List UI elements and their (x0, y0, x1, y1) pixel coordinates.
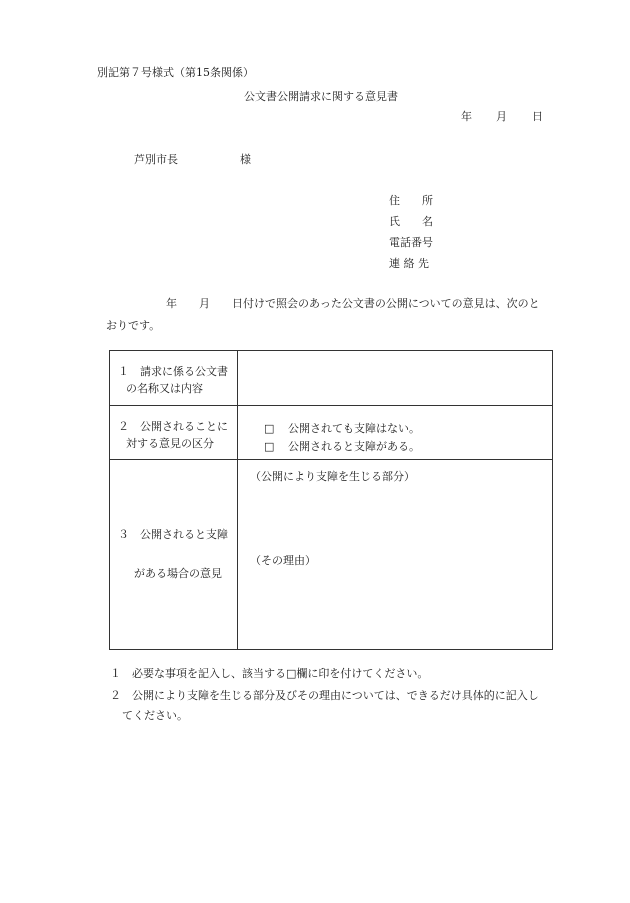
date-month-label: 月 (496, 110, 507, 123)
addressee: 芦別市長 (134, 153, 178, 166)
sender-name-label: 氏 名 (389, 215, 433, 228)
hindrance-opinion-field[interactable] (238, 460, 553, 650)
hindrance-reason-label: （その理由） (250, 554, 316, 568)
table-row (110, 406, 553, 460)
row1-label-line1: １ 請求に係る公文書 (118, 365, 228, 378)
opinion-category-options (238, 406, 553, 460)
row2-label-line1: ２ 公開されることに (118, 420, 228, 433)
option-no-hindrance[interactable] (264, 420, 552, 438)
hindrance-opinion-label-cell (110, 460, 238, 650)
document-name-field[interactable] (238, 351, 553, 406)
row3-label-line2: がある場合の意見 (134, 567, 222, 581)
date-day-label: 日 (532, 110, 543, 123)
option-no-hindrance-label: 公開されても支障はない。 (288, 422, 420, 435)
note-2-number: ２ (110, 689, 121, 702)
note-1 (110, 667, 570, 680)
sender-phone-label: 電話番号 (389, 236, 433, 249)
document-title: 公文書公開請求に関する意見書 (244, 90, 398, 103)
note-2 (110, 689, 570, 722)
addressee-honorific: 様 (240, 153, 251, 166)
document-name-label-cell (110, 351, 238, 406)
body-paragraph (106, 297, 570, 333)
row2-label-line2: 対する意見の区分 (126, 437, 214, 451)
date-year-label: 年 (461, 110, 472, 123)
sender-address-label: 住 所 (389, 194, 433, 207)
table-row (110, 351, 553, 406)
option-hindrance-label: 公開されると支障がある。 (288, 440, 420, 454)
note-1-number: １ (110, 667, 121, 680)
form-number: 別記第７号様式（第15条関係） (97, 66, 254, 79)
note-1-text: 必要な事項を記入し、該当する□欄に印を付けてください。 (132, 667, 429, 680)
checkbox-hindrance[interactable]: □ (264, 440, 275, 454)
body-line-1: 年 月 日付けで照会のあった公文書の公開についての意見は、次のと (166, 297, 540, 310)
table-row (110, 460, 553, 650)
sender-contact-label: 連 絡 先 (389, 257, 429, 270)
body-line-2: おりです。 (106, 319, 161, 333)
note-2-text: 公開により支障を生じる部分及びその理由については、できるだけ具体的に記入し (132, 689, 539, 702)
checkbox-no-hindrance[interactable]: □ (264, 422, 275, 435)
row3-label-line1: ３ 公開されると支障 (118, 528, 228, 541)
option-hindrance[interactable] (264, 438, 552, 456)
row1-label-line2: の名称又は内容 (126, 382, 203, 396)
note-2-continuation: てください。 (122, 709, 188, 723)
opinion-table (109, 350, 553, 650)
hindrance-part-label: （公開により支障を生じる部分） (250, 470, 415, 483)
opinion-category-label-cell (110, 406, 238, 460)
